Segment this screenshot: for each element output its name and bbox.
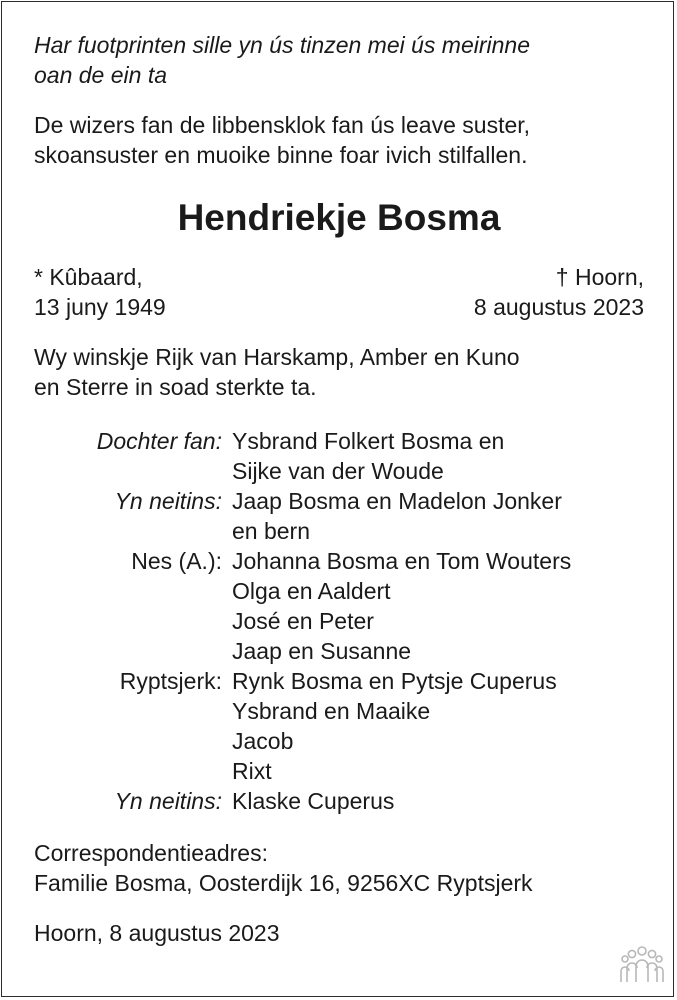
family-member-name: Olga en Aaldert [232, 578, 391, 604]
birth-place: * Kûbaard, [34, 264, 143, 290]
family-row [34, 486, 644, 546]
family-member-name: Rixt [232, 758, 272, 784]
birth-death-dates [34, 262, 644, 322]
family-member-name: Ysbrand Folkert Bosma en [232, 428, 505, 454]
intro-line: De wizers fan de libbensklok fan ús leave suster, [34, 112, 531, 138]
family-names [232, 426, 644, 486]
family-names [232, 546, 644, 666]
family-names [232, 666, 644, 786]
family-relation-label: Yn neitins: [114, 788, 222, 814]
deceased-name: Hendriekje Bosma [177, 197, 501, 238]
family-member-name: Rynk Bosma en Pytsje Cuperus [232, 668, 557, 694]
death-notice [34, 30, 644, 948]
family-member-name: Jacob [232, 728, 294, 754]
address-heading: Correspondentieadres: [34, 840, 268, 866]
birth-info [34, 262, 166, 322]
family-names [232, 486, 644, 546]
motto-line: Har fuotprinten sille yn ús tinzen mei ús meirinne [34, 32, 531, 58]
family-relation-label: Ryptsjerk: [119, 668, 222, 694]
intro-text [34, 110, 644, 170]
family-member-name: Ysbrand en Maaike [232, 698, 431, 724]
family-row [34, 666, 644, 786]
people-group-icon [620, 944, 664, 984]
family-relation-label: Nes (A.): [131, 548, 222, 574]
address-line: Familie Bosma, Oosterdijk 16, 9256XC Ryptsjerk [34, 870, 533, 896]
motto-line: oan de ein ta [34, 62, 168, 88]
death-place: † Hoorn, [555, 264, 644, 290]
family-row [34, 426, 644, 486]
motto [34, 30, 644, 90]
family-member-name: Jaap Bosma en Madelon Jonker [232, 488, 562, 514]
correspondence-address [34, 838, 644, 898]
birth-date: 13 juny 1949 [34, 294, 166, 320]
wish-text [34, 342, 644, 402]
family-member-name: en bern [232, 518, 311, 544]
intro-line: skoansuster en muoike binne foar ivich stilfallen. [34, 142, 528, 168]
family-member-name: Klaske Cuperus [232, 788, 395, 814]
family-member-name: José en Peter [232, 608, 374, 634]
family-member-name: Johanna Bosma en Tom Wouters [232, 548, 572, 574]
closing-place-date: Hoorn, 8 augustus 2023 [34, 920, 280, 946]
family-member-name: Jaap en Susanne [232, 638, 412, 664]
death-info [474, 262, 644, 322]
family-list [34, 426, 644, 816]
death-date: 8 augustus 2023 [473, 294, 644, 320]
wish-line: en Sterre in soad sterkte ta. [34, 374, 317, 400]
family-row [34, 546, 644, 666]
family-relation-label: Yn neitins: [114, 488, 222, 514]
wish-line: Wy winskje Rijk van Harskamp, Amber en Kuno [34, 344, 520, 370]
family-relation-label: Dochter fan: [96, 428, 222, 454]
family-names [232, 786, 644, 816]
family-row [34, 786, 644, 816]
family-member-name: Sijke van der Woude [232, 458, 444, 484]
